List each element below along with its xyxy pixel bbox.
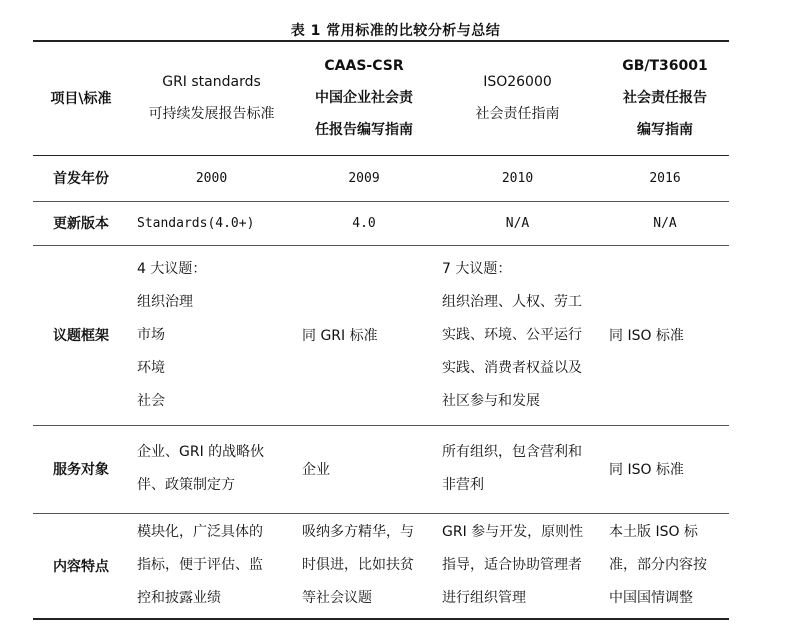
cell-line: GRI 参与开发，原则性 [442,524,584,541]
header-line: CAAS-CSR [324,58,404,75]
cell-line: 市场 [137,326,165,343]
header-line: 社会责任指南 [475,106,560,123]
header-line: 社会责任报告 [623,90,707,107]
cell-line: 时俱进，比如扶贫 [302,557,414,574]
row-label: 议题框架 [53,328,109,344]
table-cell [129,245,294,425]
cell-line: 伴、政策制定方 [137,477,235,493]
cell-line: 进行组织管理 [442,590,526,607]
table-cell: N/A [505,215,530,231]
cell-line: 本土版 ISO 标 [609,524,698,541]
cell-line: 7 大议题： [442,260,512,277]
header-line: 中国企业社会责 [315,90,413,107]
table-row-version [33,201,729,245]
cell-line: 非营利 [442,477,484,493]
cell-line: 中国国情调整 [609,590,693,607]
cell-line: 组织治理、人权、劳工 [442,293,582,310]
header-row [33,41,729,155]
table-cell: N/A [653,215,677,231]
header-line: 任报告编写指南 [315,122,413,139]
cell-line: 社区参与和发展 [442,392,540,409]
column-header-gri [129,41,294,155]
row-label: 更新版本 [53,216,109,232]
header-line: 编写指南 [637,122,693,139]
column-header-caas-csr [294,41,434,155]
column-header-iso26000 [434,41,601,155]
cell-line: 模块化，广泛具体的 [137,524,263,541]
table-cell: 同 ISO 标准 [609,328,684,344]
cell-line: 企业、GRI 的战略伙 [137,444,265,460]
cell-line: 指导，适合协助管理者 [442,557,582,574]
cell-line: 社会 [137,392,165,409]
table-cell: 同 ISO 标准 [609,462,684,478]
header-line: GB/T36001 [622,58,708,75]
cell-line: 吸纳多方精华，与 [302,524,414,541]
table-cell [434,245,601,425]
table-cell: 同 GRI 标准 [302,328,378,344]
table-cell: 2010 [501,170,534,186]
table-row-topics [33,245,729,425]
table-row-first-year [33,155,729,201]
table-cell: 2016 [649,170,681,186]
cell-line: 组织治理 [137,293,193,310]
table-cell: 4.0 [352,215,376,231]
cell-line: 等社会议题 [302,590,372,607]
header-line: ISO26000 [483,74,552,91]
cell-line: 实践、消费者权益以及 [442,359,582,376]
table-cell [294,513,434,619]
cell-line: 准，部分内容按 [609,557,707,574]
table-cell [434,425,601,513]
cell-line: 实践、环境、公平运行 [442,326,582,343]
header-line: GRI standards [162,74,261,91]
table-cell: 2000 [195,170,228,186]
row-label: 首发年份 [53,171,109,187]
table-cell [129,425,294,513]
table-row-audience [33,425,729,513]
column-header-gbt36001 [601,41,729,155]
comparison-table [33,40,729,620]
row-label: 服务对象 [53,462,109,478]
row-label: 内容特点 [53,558,109,575]
cell-line: 指标，便于评估、监 [137,557,263,574]
table-cell [601,513,729,619]
table-row-features [33,513,729,619]
table-caption: 表 1 常用标准的比较分析与总结 [290,23,501,39]
table-cell: Standards(4.0+) [137,215,255,231]
header-line: 可持续发展报告标准 [148,106,275,123]
cell-line: 所有组织，包含营利和 [442,444,582,460]
cell-line: 4 大议题： [137,260,207,277]
corner-header: 项目\标准 [50,91,112,108]
table-cell [434,513,601,619]
table-cell [129,513,294,619]
table-cell: 企业 [302,462,330,478]
table-cell: 2009 [348,170,380,186]
cell-line: 环境 [137,359,165,376]
cell-line: 控和披露业绩 [137,590,221,607]
